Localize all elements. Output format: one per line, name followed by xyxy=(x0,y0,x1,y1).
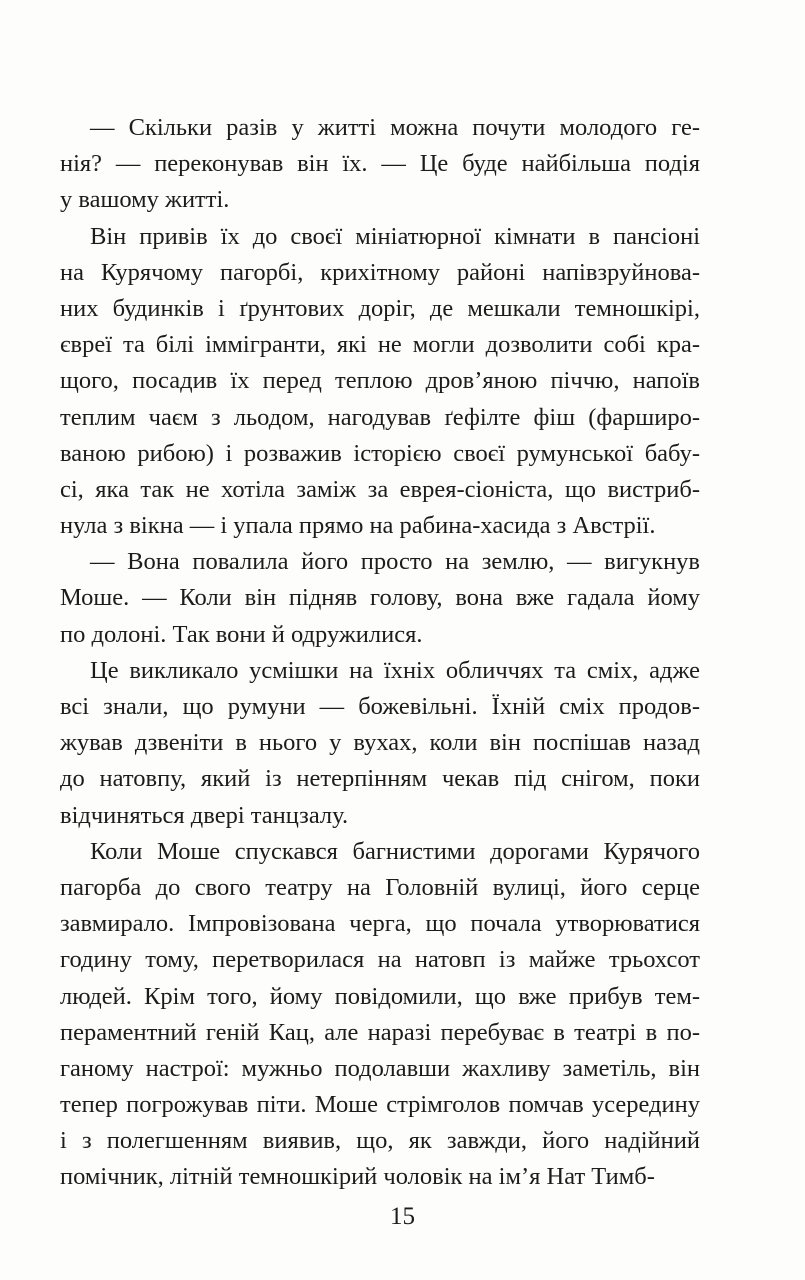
text-line: нія? — переконував він їх. — Це буде найбільша подія xyxy=(60,150,700,178)
text-line: всі знали, що румуни — божевільні. Їхній сміх продов- xyxy=(60,693,700,720)
text-line: теплим чаєм з льодом, нагодував ґефілте фіш (фарширо- xyxy=(60,403,700,431)
text-line: євреї та білі іммігранти, які не могли дозволити собі кра- xyxy=(60,331,700,359)
text-line: на Курячому пагорбі, крихітному районі напівзруйнова- xyxy=(60,258,700,286)
text-line: помічник, літній темношкірий чоловік на ім’я Нат Тимб- xyxy=(60,1163,655,1191)
text-line: людей. Крім того, йому повідомили, що вже прибув тем- xyxy=(60,982,700,1010)
paragraph xyxy=(60,110,700,219)
text-line: пагорба до свого театру на Головній вулиці, його серце xyxy=(60,873,700,901)
text-line: них будинків і ґрунтових доріг, де мешкали темношкірі, xyxy=(60,294,700,322)
text-line: Моше. — Коли він підняв голову, вона вже гадала йому xyxy=(60,584,700,612)
text-line: Він привів їх до своєї мініатюрної кімнати в пансіоні xyxy=(90,222,700,250)
text-line: годину тому, перетворилася на натовп із майже трьохсот xyxy=(60,946,700,974)
text-line: — Вона повалила його просто на землю, — вигукнув xyxy=(90,548,700,576)
page-number: 15 xyxy=(390,1203,415,1230)
paragraph xyxy=(60,653,700,834)
paragraph xyxy=(60,219,700,545)
text-line: пераментний геній Кац, але наразі перебуває в театрі в по- xyxy=(60,1018,700,1046)
text-line: ганому настрої: мужньо подолавши жахливу заметіль, він xyxy=(60,1054,700,1082)
text-line: до натовпу, який із нетерпінням чекав під снігом, поки xyxy=(60,765,700,793)
body-text xyxy=(60,110,700,1196)
paragraph xyxy=(60,544,700,653)
text-line: у вашому житті. xyxy=(60,186,230,214)
text-line: тепер погрожував піти. Моше стрімголов помчав усередину xyxy=(60,1091,700,1119)
text-line: Це викликало усмішки на їхніх обличчях та сміх, адже xyxy=(90,656,700,684)
text-line: і з полегшенням виявив, що, як завжди, його надійний xyxy=(60,1127,700,1155)
text-line: — Скільки разів у житті можна почути молодого ге- xyxy=(90,114,700,141)
text-line: завмирало. Імпровізована черга, що почала утворюватися xyxy=(60,910,700,938)
paragraph xyxy=(60,834,700,1196)
text-line: нула з вікна — і упала прямо на рабина-хасида з Австрії. xyxy=(60,512,656,540)
text-line: Коли Моше спускався багнистими дорогами Курячого xyxy=(90,837,700,865)
text-line: ваною рибою) і розважив історією своєї румунської бабу- xyxy=(60,439,700,467)
text-line: жував дзвеніти в нього у вухах, коли він поспішав назад xyxy=(60,729,700,757)
text-line: відчиняться двері танцзалу. xyxy=(60,801,349,829)
text-line: сі, яка так не хотіла заміж за еврея-сіоніста, що вистриб- xyxy=(60,475,700,503)
text-line: по долоні. Так вони й одружилися. xyxy=(60,620,423,648)
text-line: щого, посадив їх перед теплою дров’яною піччю, напоїв xyxy=(60,367,700,395)
